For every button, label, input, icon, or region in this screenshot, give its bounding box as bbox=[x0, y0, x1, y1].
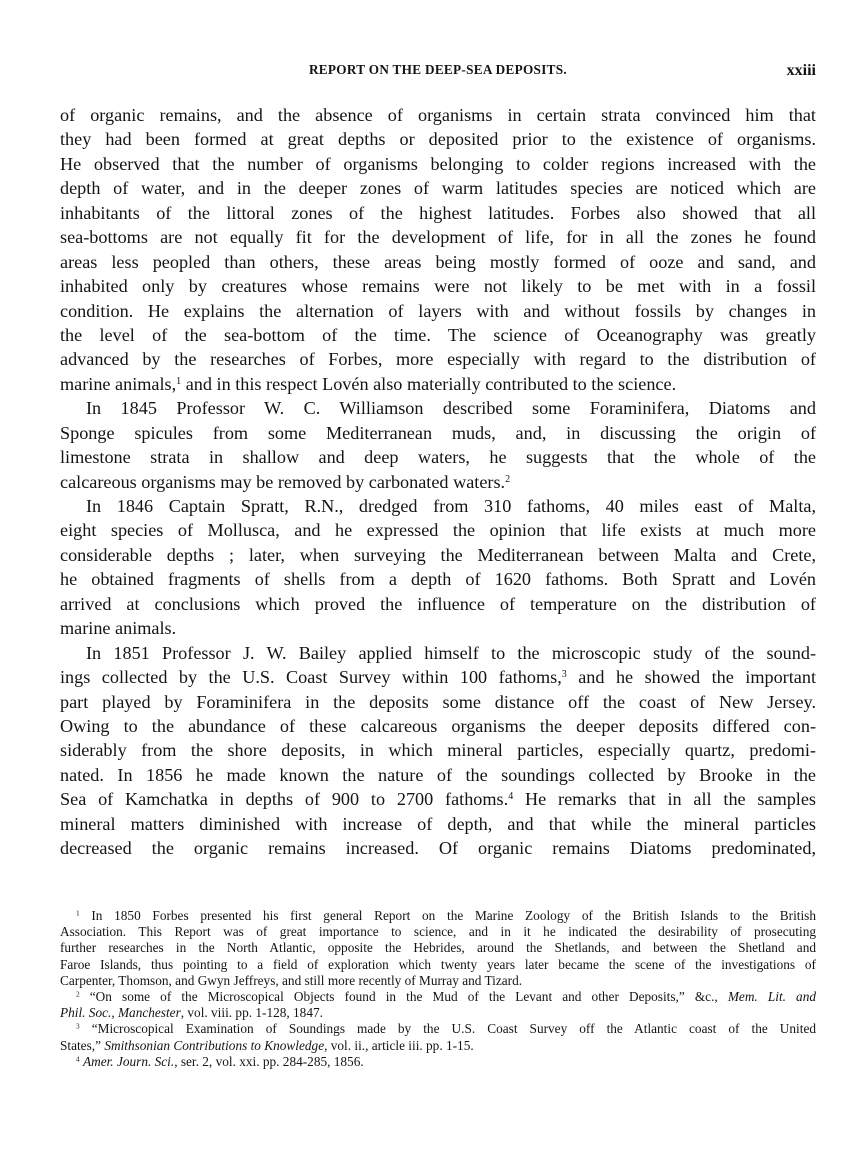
text-line: mineral matters diminished with increase of depth, and that while the mineral particles bbox=[60, 813, 816, 834]
text-line: considerable depths ; later, when surveying the Mediterranean between Malta and Crete, bbox=[60, 544, 816, 565]
footnote-line: further researches in the North Atlantic, opposite the Hebrides, around the Shetlands, and between the Shetland and bbox=[60, 940, 816, 956]
text-line: In 1845 Professor W. C. Williamson described some Foraminifera, Diatoms and bbox=[86, 398, 816, 419]
text-line: advanced by the researches of Forbes, more especially with regard to the distribution of bbox=[60, 349, 816, 370]
text-line: siderably from the shore deposits, in which mineral particles, especially quartz, predomi- bbox=[60, 740, 816, 761]
footnote-marker: 2 bbox=[76, 989, 80, 999]
text-line: eight species of Mollusca, and he expressed the opinion that life exists at much more bbox=[60, 520, 816, 541]
footnote-2 bbox=[60, 989, 816, 1021]
running-title: REPORT ON THE DEEP-SEA DEPOSITS. bbox=[308, 62, 568, 77]
text-line: In 1846 Captain Spratt, R.N., dredged from 310 fathoms, 40 miles east of Malta, bbox=[86, 496, 816, 516]
text-line: arrived at conclusions which proved the influence of temperature on the distribution of bbox=[60, 593, 816, 614]
text-line: sea-bottoms are not equally fit for the development of life, for in all the zones he found bbox=[60, 227, 816, 248]
footnote-marker: 3 bbox=[76, 1021, 80, 1031]
footnote-marker: 4 bbox=[76, 1054, 80, 1064]
footnote-line: $^2$ “On some of the Microscopical Objects found in the Mud of the Levant and other Deposits,” &c., Mem. Lit. and bbox=[76, 988, 817, 1004]
text-line: Sea of Kamchatka in depths of 900 to 2700 fathoms.$^4$ He remarks that in all the samples bbox=[60, 789, 817, 810]
paragraph bbox=[60, 103, 816, 396]
text-line: Sponge spicules from some Mediterranean muds, and, in discussing the origin of bbox=[60, 422, 816, 443]
footnote-marker: 1 bbox=[76, 908, 80, 918]
footnote-4 bbox=[60, 1054, 816, 1070]
running-header bbox=[60, 62, 816, 82]
text-line: of organic remains, and the absence of organisms in certain strata convinced him that bbox=[60, 105, 816, 125]
footnote-line: Carpenter, Thomson, and Gwyn Jeffreys, and still more recently of Murray and Tizard. bbox=[60, 972, 523, 988]
footnote-3 bbox=[60, 1021, 816, 1053]
footnote-1 bbox=[60, 908, 816, 989]
body-text bbox=[60, 103, 816, 861]
footnote-ref[interactable]: 4 bbox=[508, 791, 514, 803]
text-line: He observed that the number of organisms belonging to colder regions increased with the bbox=[60, 153, 816, 174]
footnote-ref[interactable]: 1 bbox=[176, 375, 182, 387]
paragraph bbox=[60, 641, 816, 861]
text-line: ings collected by the U.S. Coast Survey within 100 fathoms,$^3$ and he showed the important bbox=[60, 667, 817, 688]
text-line: part played by Foraminifera in the deposits some distance off the coast of New Jersey. bbox=[60, 691, 816, 712]
text-line: inhabitants of the littoral zones of the highest latitudes. Forbes also showed that all bbox=[60, 202, 816, 223]
footnote-ref[interactable]: 2 bbox=[505, 473, 511, 485]
text-line: inhabited only by creatures whose remains were not likely to be met with in a fossil bbox=[60, 276, 816, 297]
footnote-line: Association. This Report was of great importance to science, and in it he indicated the desirability of prosecuting bbox=[60, 924, 816, 940]
footnote-ref[interactable]: 3 bbox=[561, 669, 567, 681]
text-line: decreased the organic remains increased. Of organic remains Diatoms predominated, bbox=[60, 838, 816, 859]
text-line: areas less peopled than others, these areas being mostly formed of ooze and sand, and bbox=[60, 251, 816, 272]
text-line: limestone strata in shallow and deep waters, he suggests that the whole of the bbox=[60, 447, 816, 468]
text-line: the level of the sea-bottom of the time. The science of Oceanography was greatly bbox=[60, 324, 816, 345]
text-line: nated. In 1856 he made known the nature of the soundings collected by Brooke in the bbox=[60, 764, 816, 785]
footnote-line: $^4$ Amer. Journ. Sci., ser. 2, vol. xxi. pp. 284-285, 1856. bbox=[76, 1053, 364, 1069]
text-line: Owing to the abundance of these calcareous organisms the deeper deposits differed con- bbox=[60, 715, 816, 736]
text-line: marine animals. bbox=[60, 618, 177, 639]
text-line: he obtained fragments of shells from a depth of 1620 fathoms. Both Spratt and Lovén bbox=[60, 569, 816, 590]
paragraph bbox=[60, 494, 816, 641]
page-number: xxiii bbox=[786, 62, 816, 79]
footnote-line: Phil. Soc., Manchester, vol. viii. pp. 1-128, 1847. bbox=[60, 1005, 323, 1021]
text-line: depth of water, and in the deeper zones of warm latitudes species are noticed which are bbox=[60, 178, 816, 199]
paragraph bbox=[60, 396, 816, 494]
text-line: In 1851 Professor J. W. Bailey applied himself to the microscopic study of the sound- bbox=[86, 642, 816, 663]
text-line: calcareous organisms may be removed by carbonated waters.$^2$ bbox=[60, 471, 511, 492]
text-line: condition. He explains the alternation of layers with and without fossils by changes in bbox=[60, 300, 816, 321]
footnotes bbox=[60, 908, 816, 1070]
footnote-line: States,” Smithsonian Contributions to Knowledge, vol. ii., article iii. pp. 1-15. bbox=[60, 1037, 474, 1053]
footnote-line: Faroe Islands, thus pointing to a field of exploration which twenty years later became the scene of the investigations of bbox=[60, 956, 816, 972]
footnote-line: $^3$ “Microscopical Examination of Soundings made by the U.S. Coast Survey off the Atlantic coast of the United bbox=[76, 1021, 816, 1037]
text-line: they had been formed at great depths or deposited prior to the existence of organisms. bbox=[60, 129, 816, 150]
text-line: marine animals,$^1$ and in this respect Lovén also materially contributed to the science. bbox=[60, 373, 677, 394]
footnote-line: $^1$ In 1850 Forbes presented his first general Report on the Marine Zoology of the British Islands to the British bbox=[76, 908, 816, 923]
